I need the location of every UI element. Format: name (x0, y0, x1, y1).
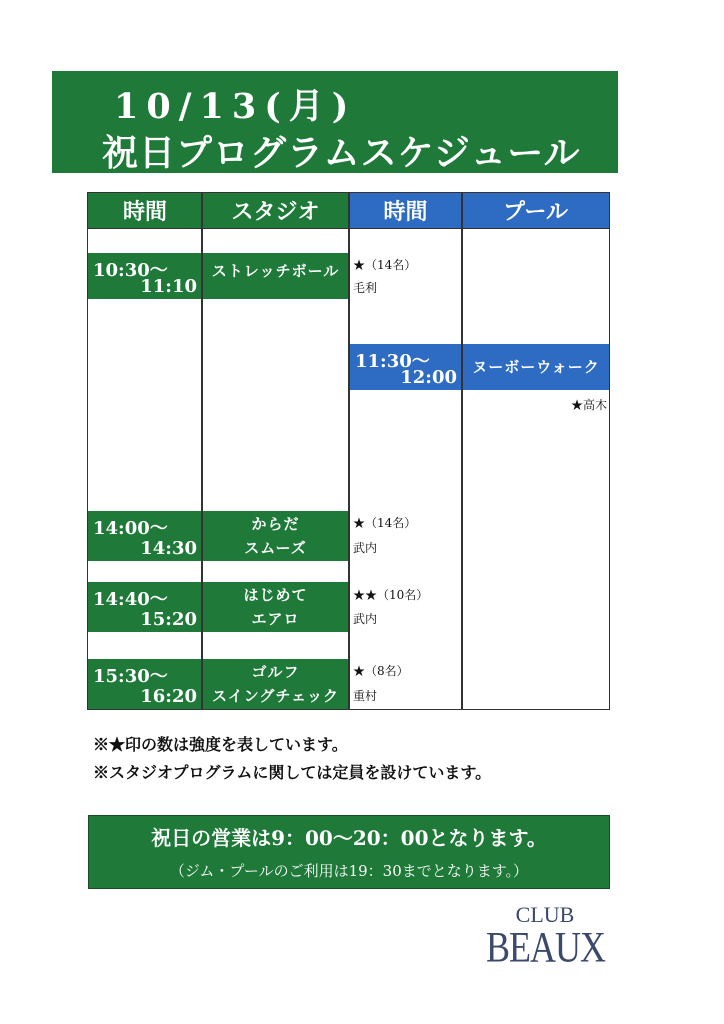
studio-program-cell (203, 659, 348, 709)
time-start: 11:30〜 (355, 351, 430, 372)
schedule-table (87, 192, 610, 710)
title-date: 10/13(月) (114, 86, 357, 127)
header-studio-time: 時間 (88, 193, 202, 229)
title-banner (52, 71, 618, 173)
instructor-name: 毛利 (353, 281, 378, 295)
instructor-name: 武内 (353, 541, 378, 555)
studio-time-cell (88, 582, 201, 632)
time-start: 14:00〜 (93, 518, 168, 539)
business-hours-main: 祝日の営業は9：00〜20：00となります。 (151, 826, 547, 850)
program-name: ヌーボーウォーク (472, 358, 600, 376)
program-name: ストレッチボール (211, 262, 340, 280)
club-beaux-logo (486, 902, 605, 971)
time-end: 16:20 (140, 686, 197, 707)
pool-instructor: ★高木 (570, 398, 607, 412)
time-start: 14:40〜 (93, 589, 168, 610)
studio-time-cell (88, 253, 201, 299)
studio-time-cell (88, 511, 201, 561)
logo-line-club: CLUB (515, 902, 575, 927)
instructor-name: 重村 (353, 689, 378, 703)
intensity-label: ★★（10名） (353, 588, 429, 602)
time-end: 15:20 (140, 609, 197, 630)
program-name: ゴルフ (251, 663, 300, 681)
studio-program-cell (203, 582, 348, 632)
pool-time-cell (350, 344, 461, 390)
intensity-label: ★（14名） (353, 258, 417, 272)
program-name: スイングチェック (212, 687, 339, 705)
time-end: 14:30 (140, 538, 197, 559)
program-name: エアロ (251, 610, 300, 628)
business-hours-banner (88, 815, 610, 889)
note-line: ※スタジオプログラムに関しては定員を設けています。 (93, 763, 492, 782)
time-start: 15:30〜 (93, 666, 168, 687)
intensity-label: ★（14名） (353, 516, 417, 530)
time-end: 12:00 (400, 367, 457, 388)
notes (93, 731, 491, 787)
logo-line-beaux: BEAUX (486, 923, 605, 971)
time-end: 11:10 (140, 276, 197, 297)
header-pool: プール (462, 193, 609, 229)
program-name: スムーズ (244, 539, 307, 557)
studio-program-cell (203, 511, 348, 561)
program-name: はじめて (243, 586, 308, 604)
studio-time-cell (88, 659, 201, 709)
studio-program-cell (203, 253, 348, 299)
header-studio: スタジオ (202, 193, 349, 229)
note-line: ※★印の数は強度を表しています。 (93, 735, 348, 754)
business-hours-sub: （ジム・プールのご利用は19：30までとなります。） (169, 862, 529, 880)
intensity-label: ★（8名） (353, 664, 409, 678)
column-divider (461, 193, 463, 709)
column-divider (348, 193, 350, 709)
program-name: からだ (251, 515, 300, 533)
instructor-name: 武内 (353, 612, 378, 626)
pool-program-cell (463, 344, 609, 390)
header-pool-time: 時間 (349, 193, 462, 229)
time-start: 10:30〜 (93, 260, 168, 281)
title-heading: 祝日プログラムスケジュール (102, 132, 581, 174)
